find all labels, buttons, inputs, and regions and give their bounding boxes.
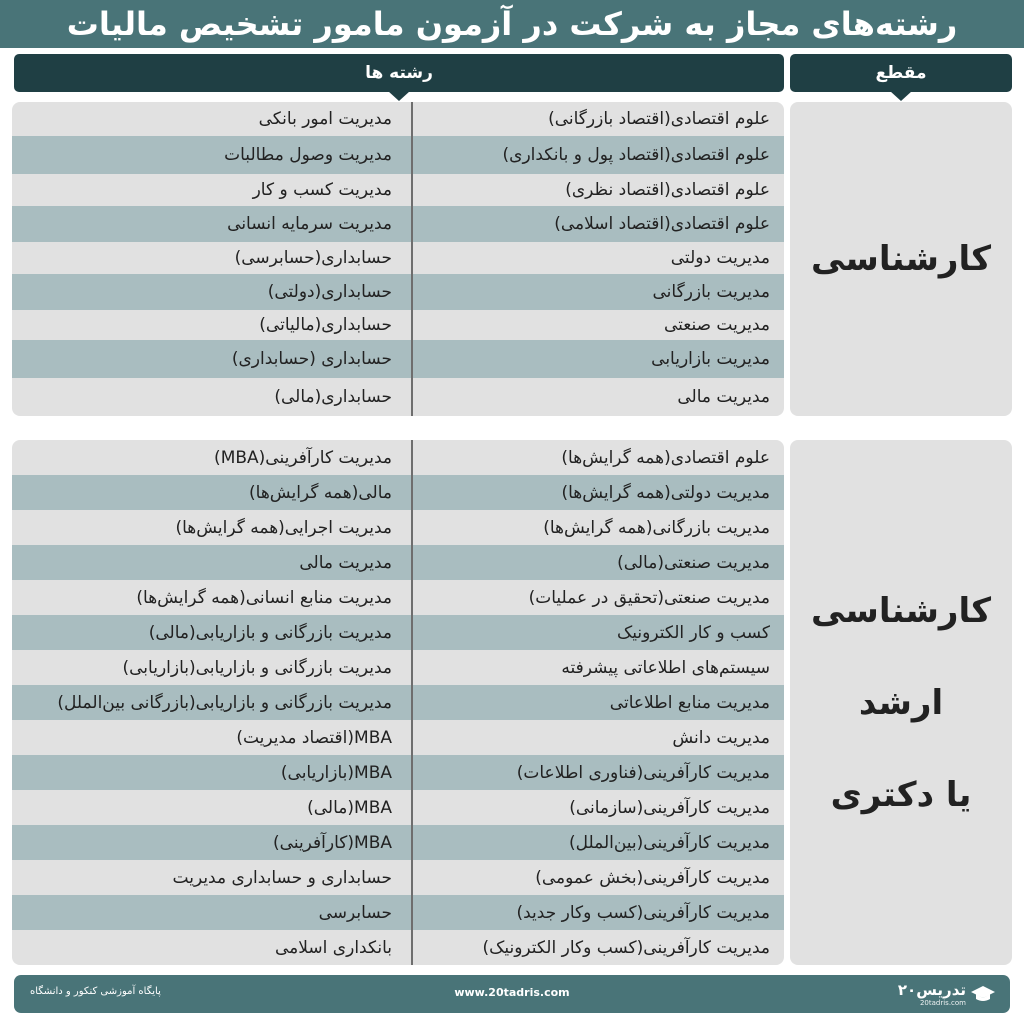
- column-divider: [411, 440, 413, 965]
- table-row: [12, 615, 784, 650]
- field-name-right-column: سیستم‌های اطلاعاتی پیشرفته: [561, 657, 770, 678]
- table-row: [12, 136, 784, 174]
- field-name-right-column: مدیریت منابع اطلاعاتی: [609, 692, 770, 713]
- field-name-right-column: مدیریت دولتی: [670, 248, 770, 268]
- field-name-right-column: مدیریت کارآفرینی(بین‌الملل): [568, 832, 770, 853]
- table-row: [12, 102, 784, 136]
- brand-logo: [898, 980, 996, 1007]
- footer-website-link[interactable]: www.20tadris.com: [454, 986, 570, 999]
- field-name-right-column: مدیریت کارآفرینی(کسب وکار جدید): [516, 902, 770, 923]
- field-name-right-column: علوم اقتصادی(اقتصاد نظری): [565, 180, 770, 200]
- fields-header-label: رشته ها: [365, 63, 433, 83]
- field-name-right-column: مدیریت دولتی(همه گرایش‌ها): [561, 482, 770, 503]
- masters-degree-label: [790, 440, 1012, 965]
- page-title: رشته‌های مجاز به شرکت در آزمون مامور تشخیص مالیات: [0, 0, 1024, 48]
- table-row: [12, 650, 784, 685]
- field-name-left-column: حسابداری(دولتی): [267, 282, 392, 302]
- field-name-left-column: MBA(مالی): [307, 797, 392, 818]
- fields-header-pointer: [388, 91, 410, 101]
- field-name-right-column: علوم اقتصادی(اقتصاد بازرگانی): [548, 109, 770, 129]
- fields-column-header: [14, 54, 784, 92]
- field-name-left-column: مدیریت بازرگانی و بازاریابی(بازاریابی): [122, 657, 392, 678]
- field-name-left-column: بانکداری اسلامی: [275, 937, 392, 958]
- table-row: [12, 930, 784, 965]
- degree-header-label: مقطع: [875, 63, 927, 83]
- field-name-left-column: حسابرسی: [318, 902, 392, 923]
- bachelor-degree-panel: [790, 102, 1012, 416]
- table-row: [12, 378, 784, 416]
- bachelor-degree-label: کارشناسی: [810, 239, 992, 279]
- field-name-right-column: مدیریت کارآفرینی(فناوری اطلاعات): [516, 762, 770, 783]
- table-row: [12, 206, 784, 242]
- field-name-right-column: مدیریت بازاریابی: [651, 349, 770, 369]
- field-name-left-column: مدیریت کسب و کار: [252, 180, 392, 200]
- field-name-right-column: مدیریت بازرگانی(همه گرایش‌ها): [543, 517, 770, 538]
- field-name-right-column: علوم اقتصادی(اقتصاد پول و بانکداری): [502, 145, 770, 165]
- field-name-left-column: مدیریت بازرگانی و بازاریابی(بازرگانی بین‌الملل): [57, 692, 392, 713]
- table-row: [12, 825, 784, 860]
- table-row: [12, 545, 784, 580]
- field-name-right-column: مدیریت کارآفرینی(کسب وکار الکترونیک): [482, 937, 770, 958]
- field-name-right-column: علوم اقتصادی(اقتصاد اسلامی): [554, 214, 770, 234]
- logo-subtext: 20tadris.com: [919, 999, 966, 1007]
- field-name-left-column: مدیریت وصول مطالبات: [224, 145, 392, 165]
- table-row: [12, 475, 784, 510]
- degree-header-pointer: [890, 91, 912, 101]
- masters-degree-panel: [790, 440, 1012, 965]
- field-name-right-column: مدیریت کارآفرینی(سازمانی): [569, 797, 770, 818]
- field-name-right-column: مدیریت دانش: [672, 727, 770, 748]
- field-name-left-column: مدیریت کارآفرینی(MBA): [214, 447, 392, 468]
- field-name-left-column: حسابداری و حسابداری مدیریت: [172, 867, 392, 888]
- field-name-left-column: مدیریت بازرگانی و بازاریابی(مالی): [148, 622, 392, 643]
- field-name-right-column: مدیریت بازرگانی: [652, 282, 770, 302]
- field-name-right-column: مدیریت صنعتی(مالی): [617, 552, 770, 573]
- table-row: [12, 510, 784, 545]
- field-name-right-column: مدیریت صنعتی: [663, 315, 770, 335]
- table-row: [12, 685, 784, 720]
- table-row: [12, 310, 784, 340]
- masters-label-line: یا دکتری: [830, 774, 972, 815]
- field-name-left-column: مدیریت اجرایی(همه گرایش‌ها): [175, 517, 392, 538]
- column-divider: [411, 102, 413, 416]
- field-name-right-column: مدیریت کارآفرینی(بخش عمومی): [535, 867, 770, 888]
- field-name-left-column: مالی(همه گرایش‌ها): [249, 482, 392, 503]
- field-name-left-column: مدیریت منابع انسانی(همه گرایش‌ها): [136, 587, 392, 608]
- degree-column-header: [790, 54, 1012, 92]
- table-row: [12, 755, 784, 790]
- field-name-right-column: علوم اقتصادی(همه گرایش‌ها): [561, 447, 770, 468]
- masters-fields-table: [12, 440, 784, 965]
- field-name-left-column: حسابداری (حسابداری): [231, 349, 392, 369]
- field-name-left-column: MBA(کارآفرینی): [273, 832, 392, 853]
- field-name-left-column: حسابداری(مالی): [274, 387, 392, 407]
- table-row: [12, 274, 784, 310]
- field-name-right-column: کسب و کار الکترونیک: [617, 622, 770, 643]
- table-row: [12, 174, 784, 206]
- footer-tagline: پایگاه آموزشی کنکور و دانشگاه: [30, 986, 161, 997]
- field-name-left-column: حسابداری(حسابرسی): [234, 248, 392, 268]
- table-row: [12, 790, 784, 825]
- field-name-left-column: MBA(بازاریابی): [280, 762, 392, 783]
- field-name-left-column: مدیریت مالی: [299, 552, 392, 573]
- table-row: [12, 720, 784, 755]
- masters-label-line: کارشناسی: [810, 590, 992, 631]
- graduation-cap-icon: [970, 984, 996, 1004]
- table-row: [12, 242, 784, 274]
- field-name-left-column: مدیریت سرمایه انسانی: [227, 214, 392, 234]
- field-name-left-column: حسابداری(مالیاتی): [259, 315, 392, 335]
- logo-text: ۲۰تدریس: [897, 981, 966, 999]
- table-row: [12, 580, 784, 615]
- table-row: [12, 860, 784, 895]
- bachelor-fields-table: [12, 102, 784, 416]
- field-name-left-column: MBA(اقتصاد مدیریت): [236, 727, 392, 748]
- table-row: [12, 440, 784, 475]
- field-name-right-column: مدیریت مالی: [677, 387, 770, 407]
- field-name-right-column: مدیریت صنعتی(تحقیق در عملیات): [528, 587, 770, 608]
- table-row: [12, 340, 784, 378]
- field-name-left-column: مدیریت امور بانکی: [258, 109, 392, 129]
- table-row: [12, 895, 784, 930]
- masters-label-line: ارشد: [858, 682, 944, 723]
- footer-bar: [14, 975, 1010, 1013]
